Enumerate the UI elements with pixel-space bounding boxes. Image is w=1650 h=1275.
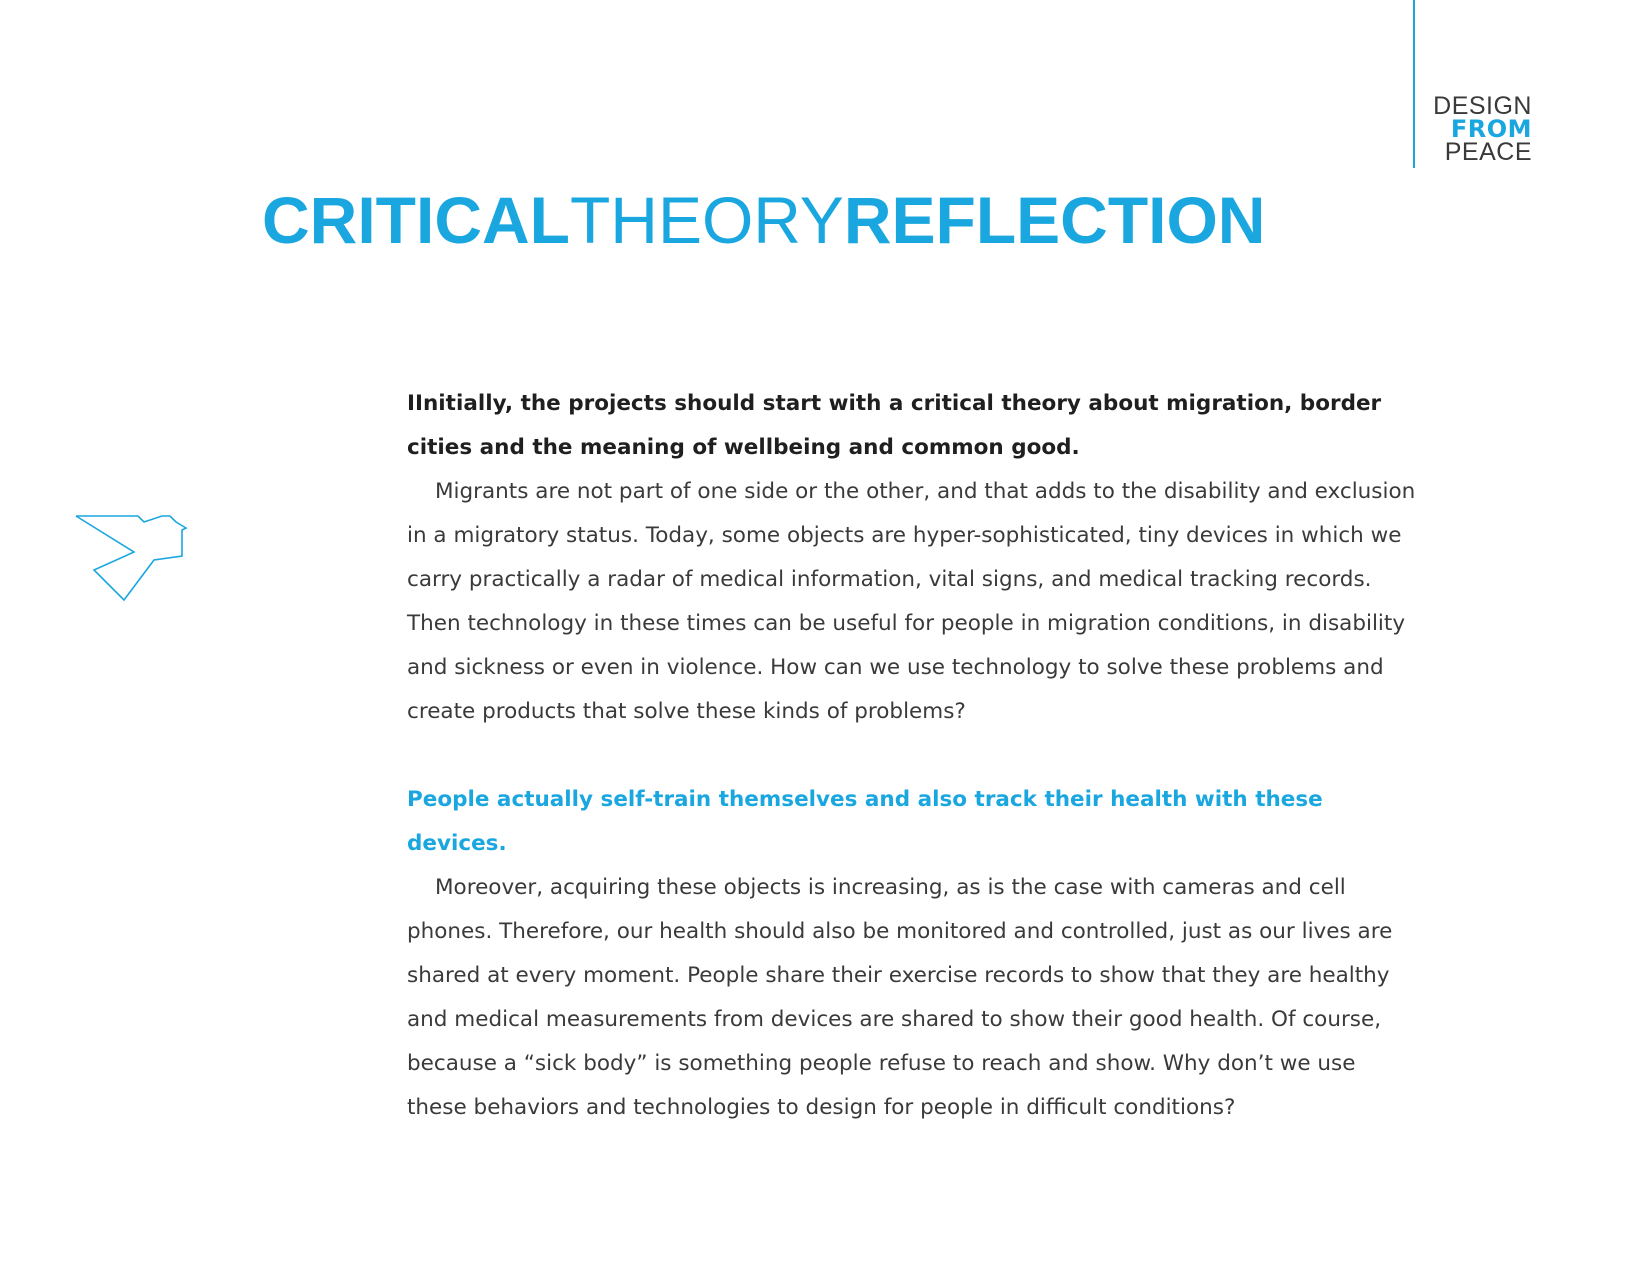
title-theory: THEORY	[569, 183, 844, 257]
body-paragraph-1: Migrants are not part of one side or the other, and that adds to the disability and exclusion in a migratory status. Today, some objects are hyper-sophisticated, tiny devices in which we carry practically a radar of medical information, vital signs, and medical tracking records. Then technology in these times can be useful for people in migration conditions, in disability and sickness or even in violence. How can we use technology to solve these problems and create products that solve these kinds of problems?	[407, 479, 1416, 724]
brand-divider	[1413, 0, 1415, 168]
brand-line-peace: PEACE	[1444, 138, 1532, 166]
dove-icon	[74, 514, 190, 604]
page-title	[262, 180, 1265, 260]
title-critical: CRITICAL	[262, 183, 570, 257]
article-body	[407, 382, 1417, 1130]
brand-line-from: FROM	[1450, 115, 1532, 143]
highlight-paragraph: People actually self-train themselves and also track their health with these devices.	[407, 787, 1323, 856]
body-paragraph-2: Moreover, acquiring these objects is increasing, as is the case with cameras and cell phones. Therefore, our health should also be monitored and controlled, just as our lives are shared at every moment. People share their exercise records to show that they are healthy and medical measurements from devices are shared to show their good health. Of course, because a “sick body” is something people refuse to reach and show. Why don’t we use these behaviors and technologies to design for people in difficult conditions?	[407, 875, 1393, 1120]
brand-line-design: DESIGN	[1433, 92, 1532, 120]
lead-paragraph: IInitially, the projects should start with a critical theory about migration, border cities and the meaning of wellbeing and common good.	[407, 391, 1382, 460]
brand-logo	[1433, 92, 1532, 166]
title-reflection: REFLECTION	[843, 183, 1266, 257]
